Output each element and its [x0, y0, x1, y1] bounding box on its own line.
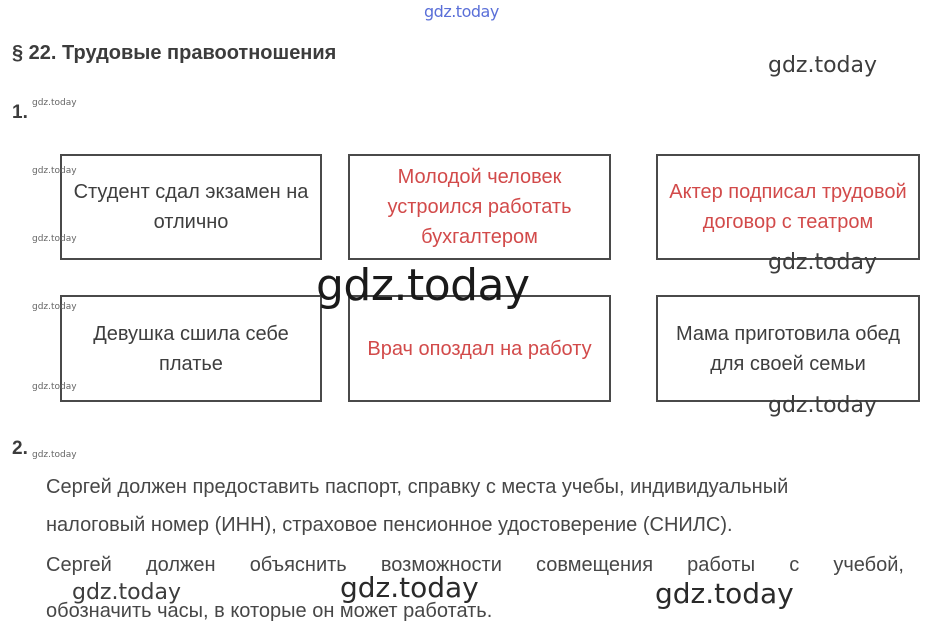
page-title: § 22. Трудовые правоотношения	[12, 42, 337, 64]
watermark-small: gdz.today	[32, 166, 77, 176]
watermark: gdz.today	[340, 571, 479, 604]
watermark-small: gdz.today	[32, 450, 77, 460]
example-box-text: Девушка сшила себе платье	[93, 322, 289, 375]
answer-line-2: налоговый номер (ИНН), страховое пенсионное удостоверение (СНИЛС).	[46, 514, 733, 536]
example-box-text: Молодой человек устроился работать бухгалтером	[387, 166, 572, 248]
watermark-small: gdz.today	[32, 302, 77, 312]
example-box-text: Актер подписал трудовой договор с театром	[669, 181, 907, 233]
watermark: gdz.today	[768, 250, 878, 275]
watermark-small: gdz.today	[32, 382, 77, 392]
example-box-text: Врач опоздал на работу	[367, 337, 592, 360]
example-box-6	[656, 295, 920, 402]
watermark: gdz.today	[768, 393, 878, 418]
task-number-2: 2.	[12, 438, 28, 459]
example-box-2	[348, 154, 611, 260]
example-box-1	[60, 154, 322, 260]
example-box-text: Мама приготовила обед для своей семьи	[675, 322, 900, 375]
answer-line-1: Сергей должен предоставить паспорт, справку с места учебы, индивидуальный	[46, 476, 789, 498]
watermark: gdz.today	[768, 53, 878, 78]
watermark: gdz.today	[72, 580, 182, 605]
example-box-3	[656, 154, 920, 260]
answer-line-4: обозначить часы, в которые он может работать.	[46, 600, 493, 622]
example-box-text: Студент сдал экзамен на отлично	[73, 181, 309, 233]
example-box-4	[60, 295, 322, 402]
watermark-small: gdz.today	[32, 234, 77, 244]
answer-line-3: Сергей должен объяснить возможности совмещения работы с учебой,	[46, 554, 904, 576]
watermark: gdz.today	[655, 577, 794, 610]
task-number-1: 1.	[12, 102, 28, 123]
watermark-small: gdz.today	[32, 98, 77, 108]
example-box-5	[348, 295, 611, 402]
watermark-large: gdz.today	[316, 260, 530, 311]
watermark-top: gdz.today	[424, 2, 499, 21]
